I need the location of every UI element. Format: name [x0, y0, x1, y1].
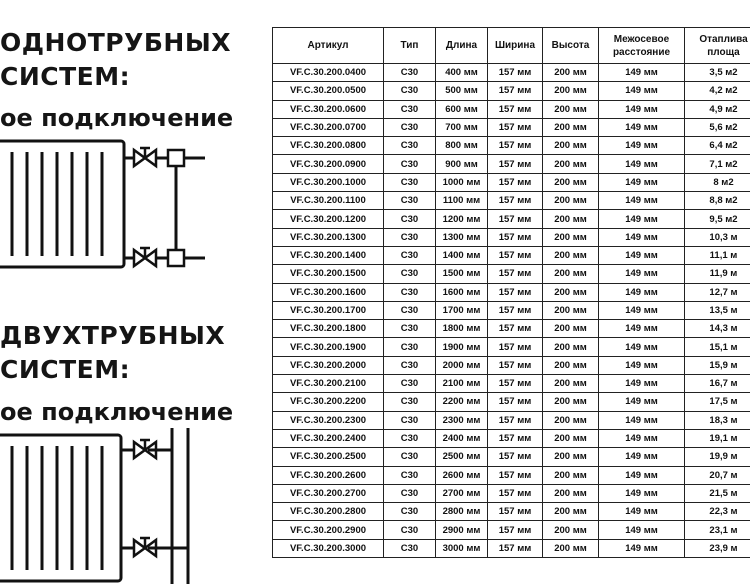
header-height: Высота [543, 28, 599, 64]
cell-center-distance: 149 мм [599, 100, 685, 118]
table-row [273, 338, 750, 356]
header-article: Артикул [273, 28, 384, 64]
cell-height: 200 мм [543, 393, 599, 411]
table-row [273, 210, 750, 228]
cell-type: C30 [384, 484, 436, 502]
cell-width: 157 мм [488, 64, 543, 82]
cell-article: VF.C.30.200.2200 [273, 393, 384, 411]
cell-width: 157 мм [488, 192, 543, 210]
cell-type: C30 [384, 320, 436, 338]
cell-width: 157 мм [488, 539, 543, 557]
radiator-specs-table [272, 27, 750, 558]
header-length: Длина [436, 28, 488, 64]
cell-height: 200 мм [543, 356, 599, 374]
table-row [273, 429, 750, 447]
cell-type: C30 [384, 265, 436, 283]
table-row [273, 301, 750, 319]
cell-type: C30 [384, 429, 436, 447]
cell-width: 157 мм [488, 448, 543, 466]
cell-article: VF.C.30.200.2700 [273, 484, 384, 502]
cell-height: 200 мм [543, 539, 599, 557]
two-pipe-subtitle: ое подключение [0, 398, 234, 426]
tee-fitting-icon [168, 150, 184, 166]
cell-heated-area: 22,3 м [685, 503, 750, 521]
cell-width: 157 мм [488, 265, 543, 283]
two-pipe-title-line2: СИСТЕМ: [0, 355, 131, 384]
cell-height: 200 мм [543, 484, 599, 502]
cell-width: 157 мм [488, 82, 543, 100]
cell-width: 157 мм [488, 246, 543, 264]
cell-length: 1700 мм [436, 301, 488, 319]
cell-center-distance: 149 мм [599, 539, 685, 557]
cell-width: 157 мм [488, 521, 543, 539]
two-pipe-title-line1: ДВУХТРУБНЫХ [0, 321, 226, 350]
cell-type: C30 [384, 466, 436, 484]
cell-type: C30 [384, 503, 436, 521]
cell-article: VF.C.30.200.1400 [273, 246, 384, 264]
radiator-fins [12, 446, 102, 570]
cell-center-distance: 149 мм [599, 155, 685, 173]
table-row [273, 356, 750, 374]
one-pipe-subtitle: ое подключение [0, 104, 234, 132]
cell-heated-area: 20,7 м [685, 466, 750, 484]
table-row [273, 503, 750, 521]
cell-length: 800 мм [436, 137, 488, 155]
cell-heated-area: 7,1 м2 [685, 155, 750, 173]
cell-heated-area: 21,5 м [685, 484, 750, 502]
cell-heated-area: 16,7 м [685, 375, 750, 393]
cell-width: 157 мм [488, 301, 543, 319]
cell-type: C30 [384, 338, 436, 356]
cell-center-distance: 149 мм [599, 283, 685, 301]
cell-height: 200 мм [543, 82, 599, 100]
two-pipe-connection-diagram [0, 428, 200, 584]
cell-length: 2200 мм [436, 393, 488, 411]
cell-article: VF.C.30.200.2100 [273, 375, 384, 393]
cell-height: 200 мм [543, 429, 599, 447]
table-row [273, 64, 750, 82]
cell-article: VF.C.30.200.0600 [273, 100, 384, 118]
cell-article: VF.C.30.200.1900 [273, 338, 384, 356]
table-row [273, 265, 750, 283]
cell-type: C30 [384, 64, 436, 82]
cell-type: C30 [384, 356, 436, 374]
cell-heated-area: 12,7 м [685, 283, 750, 301]
cell-height: 200 мм [543, 466, 599, 484]
cell-center-distance: 149 мм [599, 356, 685, 374]
cell-center-distance: 149 мм [599, 64, 685, 82]
cell-article: VF.C.30.200.2300 [273, 411, 384, 429]
table-row [273, 375, 750, 393]
table-body [273, 64, 750, 558]
cell-center-distance: 149 мм [599, 192, 685, 210]
cell-center-distance: 149 мм [599, 503, 685, 521]
cell-length: 3000 мм [436, 539, 488, 557]
header-center-distance [599, 28, 685, 64]
cell-center-distance: 149 мм [599, 393, 685, 411]
cell-width: 157 мм [488, 484, 543, 502]
header-area-line1: Отаплива [699, 33, 748, 45]
cell-length: 2700 мм [436, 484, 488, 502]
cell-type: C30 [384, 155, 436, 173]
cell-width: 157 мм [488, 320, 543, 338]
cell-heated-area: 11,9 м [685, 265, 750, 283]
cell-article: VF.C.30.200.1600 [273, 283, 384, 301]
cell-height: 200 мм [543, 173, 599, 191]
table-row [273, 283, 750, 301]
one-pipe-title-line1: ОДНОТРУБНЫХ [0, 28, 232, 57]
cell-height: 200 мм [543, 338, 599, 356]
cell-width: 157 мм [488, 210, 543, 228]
cell-height: 200 мм [543, 100, 599, 118]
cell-height: 200 мм [543, 137, 599, 155]
cell-article: VF.C.30.200.2600 [273, 466, 384, 484]
cell-length: 2100 мм [436, 375, 488, 393]
cell-center-distance: 149 мм [599, 265, 685, 283]
table-row [273, 539, 750, 557]
cell-center-distance: 149 мм [599, 173, 685, 191]
cell-center-distance: 149 мм [599, 301, 685, 319]
cell-article: VF.C.30.200.1000 [273, 173, 384, 191]
cell-center-distance: 149 мм [599, 82, 685, 100]
table-row [273, 466, 750, 484]
cell-height: 200 мм [543, 118, 599, 136]
cell-height: 200 мм [543, 301, 599, 319]
cell-length: 1400 мм [436, 246, 488, 264]
header-center-line2: расстояние [612, 46, 671, 58]
cell-article: VF.C.30.200.2400 [273, 429, 384, 447]
cell-width: 157 мм [488, 118, 543, 136]
table-row [273, 448, 750, 466]
table-row [273, 100, 750, 118]
table-row [273, 246, 750, 264]
cell-center-distance: 149 мм [599, 466, 685, 484]
cell-height: 200 мм [543, 246, 599, 264]
table-row [273, 320, 750, 338]
cell-center-distance: 149 мм [599, 484, 685, 502]
cell-center-distance: 149 мм [599, 338, 685, 356]
cell-length: 1000 мм [436, 173, 488, 191]
cell-article: VF.C.30.200.3000 [273, 539, 384, 557]
cell-type: C30 [384, 246, 436, 264]
cell-height: 200 мм [543, 210, 599, 228]
cell-type: C30 [384, 539, 436, 557]
cell-center-distance: 149 мм [599, 448, 685, 466]
cell-width: 157 мм [488, 137, 543, 155]
cell-heated-area: 4,9 м2 [685, 100, 750, 118]
cell-article: VF.C.30.200.1700 [273, 301, 384, 319]
cell-height: 200 мм [543, 448, 599, 466]
cell-length: 2900 мм [436, 521, 488, 539]
cell-length: 2000 мм [436, 356, 488, 374]
cell-heated-area: 19,9 м [685, 448, 750, 466]
cell-center-distance: 149 мм [599, 210, 685, 228]
cell-width: 157 мм [488, 155, 543, 173]
header-heated-area [685, 28, 750, 64]
cell-type: C30 [384, 393, 436, 411]
cell-type: C30 [384, 192, 436, 210]
cell-height: 200 мм [543, 521, 599, 539]
cell-center-distance: 149 мм [599, 429, 685, 447]
table-row [273, 173, 750, 191]
cell-article: VF.C.30.200.1200 [273, 210, 384, 228]
cell-length: 1800 мм [436, 320, 488, 338]
cell-width: 157 мм [488, 429, 543, 447]
table-row [273, 82, 750, 100]
cell-width: 157 мм [488, 503, 543, 521]
cell-length: 400 мм [436, 64, 488, 82]
cell-center-distance: 149 мм [599, 411, 685, 429]
cell-heated-area: 23,9 м [685, 539, 750, 557]
cell-width: 157 мм [488, 411, 543, 429]
cell-length: 1200 мм [436, 210, 488, 228]
cell-length: 2800 мм [436, 503, 488, 521]
cell-length: 1300 мм [436, 228, 488, 246]
cell-length: 500 мм [436, 82, 488, 100]
table-row [273, 411, 750, 429]
cell-article: VF.C.30.200.2900 [273, 521, 384, 539]
cell-width: 157 мм [488, 466, 543, 484]
cell-length: 900 мм [436, 155, 488, 173]
cell-width: 157 мм [488, 100, 543, 118]
cell-width: 157 мм [488, 228, 543, 246]
cell-length: 2500 мм [436, 448, 488, 466]
cell-heated-area: 8,8 м2 [685, 192, 750, 210]
cell-type: C30 [384, 411, 436, 429]
cell-type: C30 [384, 301, 436, 319]
cell-length: 2400 мм [436, 429, 488, 447]
table-row [273, 228, 750, 246]
cell-type: C30 [384, 137, 436, 155]
cell-center-distance: 149 мм [599, 228, 685, 246]
cell-length: 1500 мм [436, 265, 488, 283]
cell-article: VF.C.30.200.0400 [273, 64, 384, 82]
cell-length: 2300 мм [436, 411, 488, 429]
cell-height: 200 мм [543, 192, 599, 210]
cell-center-distance: 149 мм [599, 320, 685, 338]
cell-article: VF.C.30.200.0900 [273, 155, 384, 173]
cell-heated-area: 15,1 м [685, 338, 750, 356]
cell-type: C30 [384, 448, 436, 466]
cell-heated-area: 14,3 м [685, 320, 750, 338]
cell-height: 200 мм [543, 265, 599, 283]
cell-length: 1900 мм [436, 338, 488, 356]
radiator-fins [12, 152, 102, 256]
table-row [273, 118, 750, 136]
cell-height: 200 мм [543, 64, 599, 82]
cell-type: C30 [384, 118, 436, 136]
cell-width: 157 мм [488, 338, 543, 356]
table-row [273, 137, 750, 155]
cell-width: 157 мм [488, 356, 543, 374]
cell-heated-area: 6,4 м2 [685, 137, 750, 155]
radiator-body [0, 141, 124, 267]
cell-length: 1600 мм [436, 283, 488, 301]
cell-heated-area: 17,5 м [685, 393, 750, 411]
cell-height: 200 мм [543, 320, 599, 338]
cell-type: C30 [384, 100, 436, 118]
cell-heated-area: 3,5 м2 [685, 64, 750, 82]
cell-height: 200 мм [543, 228, 599, 246]
cell-heated-area: 11,1 м [685, 246, 750, 264]
cell-article: VF.C.30.200.1100 [273, 192, 384, 210]
cell-center-distance: 149 мм [599, 137, 685, 155]
cell-heated-area: 10,3 м [685, 228, 750, 246]
cell-center-distance: 149 мм [599, 118, 685, 136]
cell-heated-area: 5,6 м2 [685, 118, 750, 136]
cell-article: VF.C.30.200.2000 [273, 356, 384, 374]
tee-fitting-icon [168, 250, 184, 266]
cell-center-distance: 149 мм [599, 521, 685, 539]
cell-heated-area: 4,2 м2 [685, 82, 750, 100]
cell-heated-area: 15,9 м [685, 356, 750, 374]
cell-article: VF.C.30.200.2800 [273, 503, 384, 521]
cell-length: 1100 мм [436, 192, 488, 210]
one-pipe-title-line2: СИСТЕМ: [0, 62, 131, 91]
cell-length: 600 мм [436, 100, 488, 118]
cell-type: C30 [384, 173, 436, 191]
header-type: Тип [384, 28, 436, 64]
cell-center-distance: 149 мм [599, 375, 685, 393]
cell-length: 2600 мм [436, 466, 488, 484]
cell-article: VF.C.30.200.0500 [273, 82, 384, 100]
header-area-line2: площа [707, 46, 740, 58]
cell-heated-area: 9,5 м2 [685, 210, 750, 228]
cell-type: C30 [384, 82, 436, 100]
table-row [273, 484, 750, 502]
cell-width: 157 мм [488, 375, 543, 393]
cell-article: VF.C.30.200.1500 [273, 265, 384, 283]
cell-heated-area: 8 м2 [685, 173, 750, 191]
cell-height: 200 мм [543, 411, 599, 429]
cell-height: 200 мм [543, 375, 599, 393]
cell-type: C30 [384, 228, 436, 246]
cell-height: 200 мм [543, 155, 599, 173]
header-center-line1: Межосевое [613, 33, 670, 45]
table-header-row [273, 28, 750, 64]
cell-article: VF.C.30.200.1800 [273, 320, 384, 338]
table-row [273, 393, 750, 411]
table-row [273, 155, 750, 173]
cell-height: 200 мм [543, 283, 599, 301]
cell-heated-area: 19,1 м [685, 429, 750, 447]
cell-article: VF.C.30.200.0700 [273, 118, 384, 136]
header-width: Ширина [488, 28, 543, 64]
cell-type: C30 [384, 375, 436, 393]
cell-article: VF.C.30.200.0800 [273, 137, 384, 155]
cell-width: 157 мм [488, 173, 543, 191]
cell-heated-area: 13,5 м [685, 301, 750, 319]
table-row [273, 521, 750, 539]
table-row [273, 192, 750, 210]
cell-height: 200 мм [543, 503, 599, 521]
cell-center-distance: 149 мм [599, 246, 685, 264]
cell-width: 157 мм [488, 283, 543, 301]
cell-type: C30 [384, 283, 436, 301]
cell-type: C30 [384, 521, 436, 539]
cell-type: C30 [384, 210, 436, 228]
cell-width: 157 мм [488, 393, 543, 411]
cell-article: VF.C.30.200.2500 [273, 448, 384, 466]
one-pipe-connection-diagram [0, 138, 215, 273]
cell-length: 700 мм [436, 118, 488, 136]
cell-heated-area: 23,1 м [685, 521, 750, 539]
cell-article: VF.C.30.200.1300 [273, 228, 384, 246]
cell-heated-area: 18,3 м [685, 411, 750, 429]
